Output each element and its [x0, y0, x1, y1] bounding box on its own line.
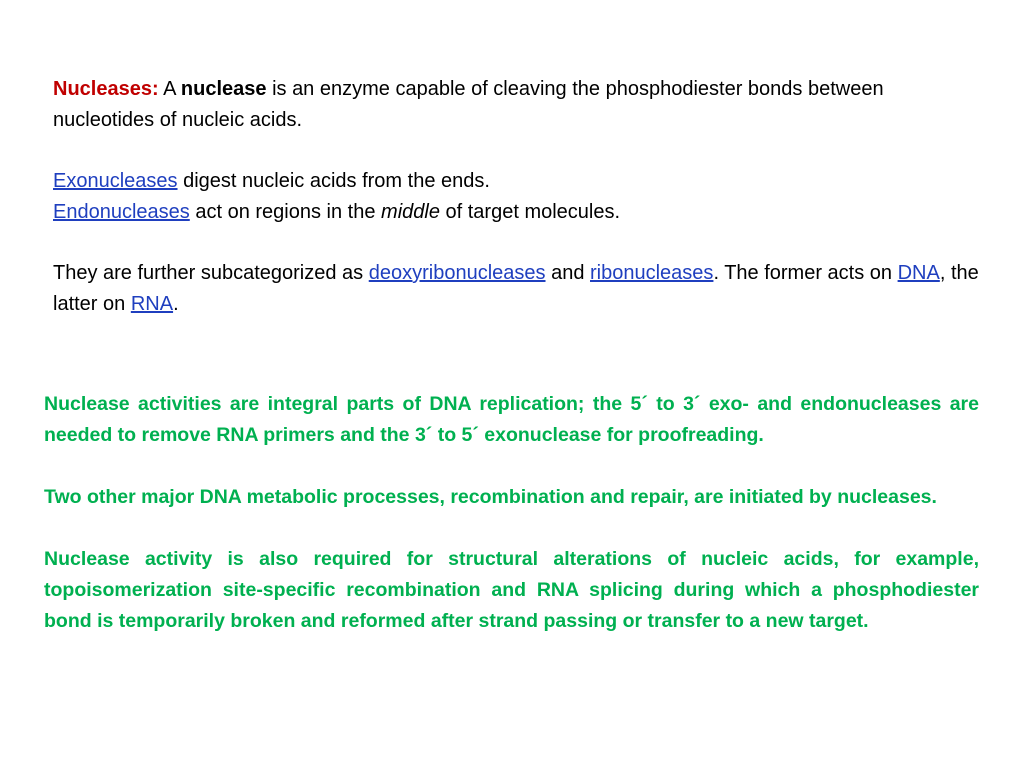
nuclease-functions-block: [44, 389, 979, 637]
endonucleases-text-after: of target molecules.: [445, 201, 621, 223]
structural-alterations-paragraph: Nuclease activity is also required for structural alterations of nucleic acids, for example, topoisomerization site-specific recombination and RNA splicing during which a phosphodiester bond is temporarily broken and reformed after strand passing or transfer to a new target.: [44, 548, 979, 632]
deoxyribonucleases-link[interactable]: deoxyribonucleases: [368, 262, 546, 284]
spacer: [53, 228, 983, 258]
definition-article: A: [163, 78, 176, 100]
exonucleases-text: digest nucleic acids from the ends.: [183, 170, 490, 192]
subcategories-text-2: . The former acts on: [713, 262, 893, 284]
recombination-repair-paragraph: Two other major DNA metabolic processes, recombination and repair, are initiated by nucleases.: [44, 486, 937, 508]
nuclease-term: nuclease: [180, 78, 267, 100]
exonucleases-link[interactable]: Exonucleases: [53, 170, 178, 192]
definition-text: is an enzyme capable of cleaving the phosphodiester bonds between nucleotides of nucleic acids.: [53, 78, 884, 131]
subcategories-and: and: [551, 262, 585, 284]
ribonucleases-link[interactable]: ribonucleases: [590, 262, 714, 284]
subcategories-paragraph: [53, 258, 983, 320]
subcategories-text-3: , the latter on: [53, 262, 979, 315]
subcategories-end: .: [173, 293, 179, 315]
replication-paragraph: Nuclease activities are integral parts of DNA replication; the 5´ to 3´ exo- and endonucleases are needed to remove RNA primers and the 3´ to 5´ exonuclease for proofreading.: [44, 393, 979, 446]
spacer: [53, 136, 983, 166]
subcategories-text-1: They are further subcategorized as: [53, 262, 364, 284]
nuclease-definition: [53, 74, 983, 136]
endonucleases-link[interactable]: Endonucleases: [53, 201, 190, 223]
definitions-block: [53, 74, 983, 320]
endonucleases-text-italic: middle: [381, 201, 440, 223]
exonucleases-line: [53, 166, 983, 197]
nucleases-heading: Nucleases:: [53, 78, 159, 100]
rna-link[interactable]: RNA: [130, 293, 174, 315]
endonucleases-text-before: act on regions in the: [195, 201, 376, 223]
endonucleases-line: [53, 197, 983, 228]
dna-link[interactable]: DNA: [897, 262, 940, 284]
